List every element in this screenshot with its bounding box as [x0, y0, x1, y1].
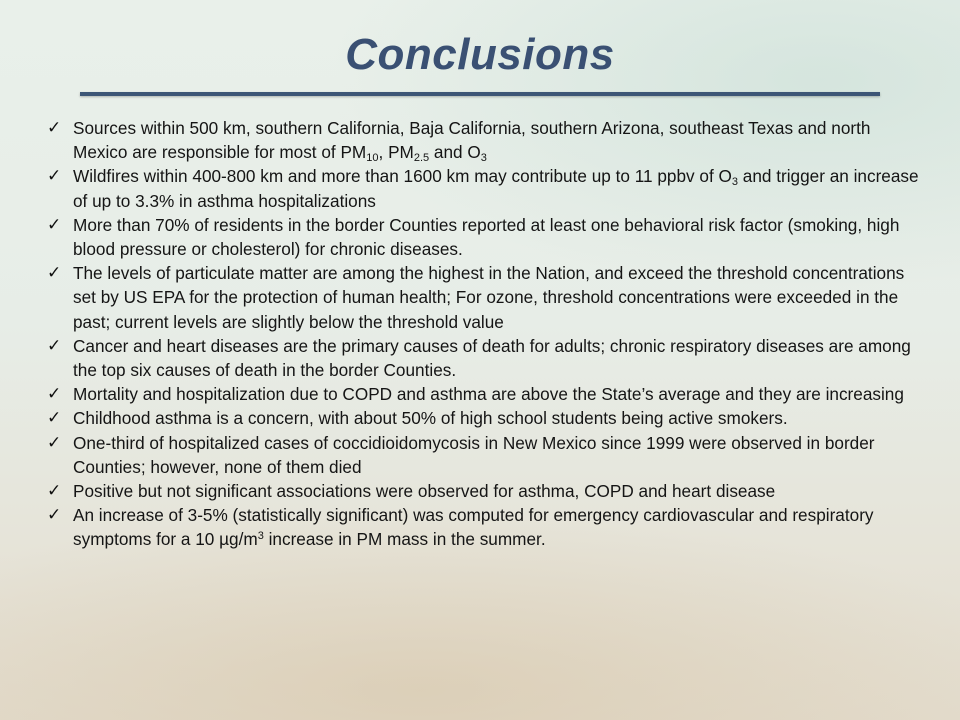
bullet-text	[73, 166, 919, 210]
bullet-item	[44, 213, 924, 261]
subscript: 2.5	[413, 152, 430, 165]
bullet-text	[73, 336, 911, 380]
text-run: Childhood asthma is a concern, with about 50% of high school students being active smokers.	[73, 408, 788, 429]
text-run: Sources within 500 km, southern California, Baja California, southern Arizona, southeast Texas and north Mexico are responsible for most of PM	[73, 118, 871, 163]
text-run: and trigger an increase of up to 3.3% in asthma hospitalizations	[73, 166, 919, 211]
checkmark-icon: ✓	[47, 505, 62, 525]
subscript: 3	[731, 176, 738, 189]
text-run: increase in PM mass in the summer.	[263, 529, 546, 550]
checkmark-icon: ✓	[47, 166, 62, 186]
text-run: An increase of 3-5% (statistically significant) was computed for emergency cardiovascular and respiratory symptoms for a 10 µg/m	[73, 505, 874, 550]
text-run: Cancer and heart diseases are the primary causes of death for adults; chronic respiratory diseases are among the top six causes of death in the border Counties.	[73, 335, 911, 381]
bullet-item	[44, 406, 924, 430]
bullet-text	[73, 481, 775, 501]
bullet-item	[44, 382, 924, 406]
checkmark-icon: ✓	[47, 118, 62, 137]
bullet-text	[73, 408, 788, 428]
bullet-text	[73, 118, 871, 165]
superscript: 3	[257, 530, 264, 543]
checkmark-icon: ✓	[47, 432, 62, 452]
bullet-item	[44, 334, 924, 382]
text-run: More than 70% of residents in the border Counties reported at least one behavioral risk factor (smoking, high blood pressure or cholesterol) for chronic diseases.	[73, 214, 900, 260]
conclusions-list	[44, 116, 924, 552]
bullet-item	[44, 503, 924, 551]
checkmark-icon: ✓	[47, 263, 62, 283]
title-underline	[80, 92, 880, 96]
bullet-item	[44, 116, 924, 164]
text-run: One-third of hospitalized cases of coccidioidomycosis in New Mexico since 1999 were observed in border Counties; however, none of them died	[73, 432, 875, 477]
text-run: The levels of particulate matter are among the highest in the Nation, and exceed the threshold concentrations set by US EPA for the protection of human health; For ozone, threshold concentrations were exceeded in the past; current levels are slightly below the threshold value	[73, 263, 905, 332]
subscript: 10	[366, 152, 379, 165]
text-run: , PM	[378, 142, 414, 163]
bullet-text	[73, 263, 904, 331]
bullet-text	[73, 505, 874, 549]
text-run: Wildfires within 400-800 km and more than 1600 km may contribute up to 11 ppbv of O	[73, 166, 732, 187]
bullet-text	[73, 433, 875, 477]
subscript: 3	[480, 152, 487, 165]
checkmark-icon: ✓	[47, 335, 62, 355]
bullet-item	[44, 479, 924, 503]
bullet-text	[73, 215, 899, 259]
bullet-text	[73, 384, 904, 404]
checkmark-icon: ✓	[47, 214, 62, 234]
text-run: Mortality and hospitalization due to COPD and asthma are above the State’s average and they are increasing	[73, 384, 904, 405]
checkmark-icon: ✓	[47, 384, 62, 404]
text-run: and O	[429, 142, 481, 163]
bullet-item	[44, 164, 924, 212]
bullet-item	[44, 261, 924, 334]
checkmark-icon: ✓	[47, 408, 62, 428]
slide-title: Conclusions	[345, 30, 615, 79]
checkmark-icon: ✓	[47, 481, 62, 501]
text-run: Positive but not significant associations were observed for asthma, COPD and heart disease	[73, 481, 776, 502]
bullet-item	[44, 431, 924, 479]
